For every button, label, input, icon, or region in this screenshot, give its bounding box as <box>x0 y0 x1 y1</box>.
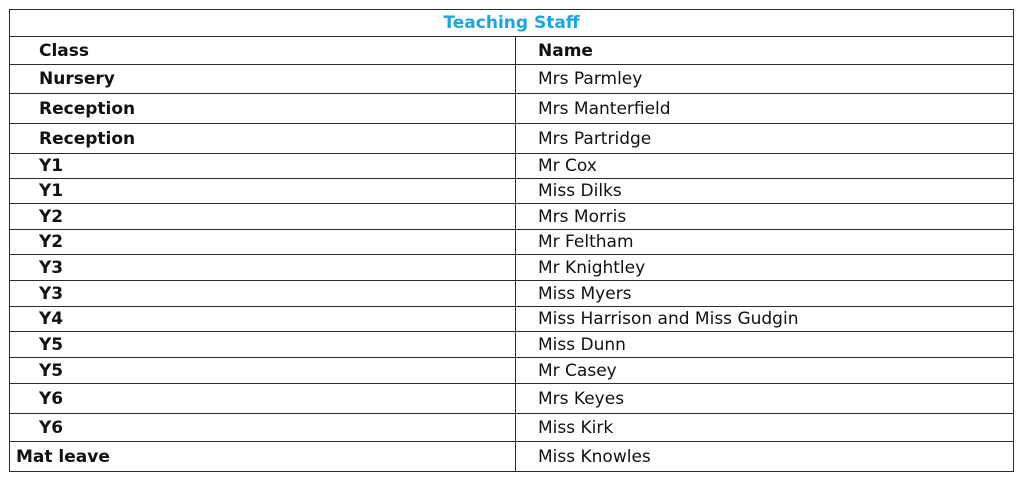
class-cell: Y1 <box>10 154 516 179</box>
table-row <box>10 332 1014 358</box>
table-row <box>10 179 1014 204</box>
table-row <box>10 414 1014 442</box>
class-cell: Y6 <box>10 414 516 442</box>
name-column-header: Name <box>516 37 1014 65</box>
staff-name-cell: Miss Myers <box>516 281 1014 307</box>
title-row <box>10 10 1014 37</box>
class-cell: Y3 <box>10 281 516 307</box>
staff-name-cell: Miss Harrison and Miss Gudgin <box>516 307 1014 332</box>
table-row <box>10 307 1014 332</box>
staff-name-cell: Mr Knightley <box>516 255 1014 281</box>
class-cell: Mat leave <box>10 442 516 472</box>
class-cell: Reception <box>10 124 516 154</box>
staff-name-cell: Miss Kirk <box>516 414 1014 442</box>
table-row <box>10 442 1014 472</box>
staff-name-cell: Mrs Parmley <box>516 65 1014 94</box>
class-cell: Y2 <box>10 204 516 230</box>
class-cell: Y3 <box>10 255 516 281</box>
class-cell: Y1 <box>10 179 516 204</box>
table-row <box>10 204 1014 230</box>
table-row <box>10 230 1014 255</box>
class-column-header: Class <box>10 37 516 65</box>
table-row <box>10 255 1014 281</box>
staff-name-cell: Mr Casey <box>516 358 1014 384</box>
staff-name-cell: Mr Feltham <box>516 230 1014 255</box>
staff-name-cell: Mrs Keyes <box>516 384 1014 414</box>
staff-name-cell: Miss Dilks <box>516 179 1014 204</box>
table-row <box>10 358 1014 384</box>
table-title: Teaching Staff <box>10 10 1014 37</box>
table-row <box>10 65 1014 94</box>
table-row <box>10 384 1014 414</box>
staff-name-cell: Mrs Manterfield <box>516 94 1014 124</box>
staff-name-cell: Mrs Morris <box>516 204 1014 230</box>
class-cell: Reception <box>10 94 516 124</box>
table-row <box>10 154 1014 179</box>
class-cell: Y6 <box>10 384 516 414</box>
staff-name-cell: Mrs Partridge <box>516 124 1014 154</box>
teaching-staff-table <box>9 9 1014 472</box>
class-cell: Y5 <box>10 332 516 358</box>
staff-name-cell: Miss Knowles <box>516 442 1014 472</box>
class-cell: Nursery <box>10 65 516 94</box>
header-row <box>10 37 1014 65</box>
staff-name-cell: Miss Dunn <box>516 332 1014 358</box>
class-cell: Y5 <box>10 358 516 384</box>
table-row <box>10 94 1014 124</box>
class-cell: Y2 <box>10 230 516 255</box>
table-row <box>10 124 1014 154</box>
class-cell: Y4 <box>10 307 516 332</box>
staff-name-cell: Mr Cox <box>516 154 1014 179</box>
table-row <box>10 281 1014 307</box>
